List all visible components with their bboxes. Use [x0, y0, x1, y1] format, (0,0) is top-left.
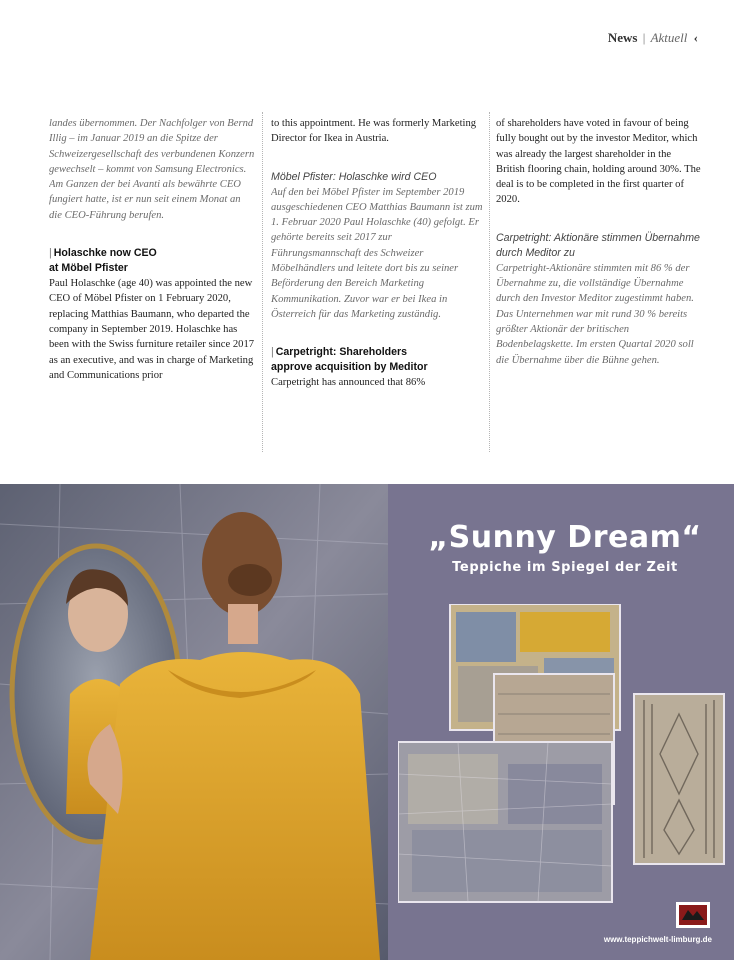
brand-logo: [676, 902, 710, 928]
article-column-3: [496, 116, 702, 454]
article-body: Carpetright has announced that 86%: [271, 377, 426, 389]
german-heading: Möbel Pfister: Holaschke wird CEO: [271, 170, 437, 183]
article-body-continued: to this appointment. He was formerly Marketing Director for Ikea in Austria.: [271, 118, 477, 145]
chevron-left-icon: ‹: [693, 30, 698, 45]
header-separator: |: [642, 30, 646, 45]
column-divider: [489, 112, 490, 452]
article-heading: | Carpetright: Shareholders approve acquisition by Meditor: [271, 346, 428, 374]
mirror-photo: [0, 484, 388, 960]
column-divider: [262, 112, 263, 452]
german-text-continued: landes übernommen. Der Nachfolger von Bernd Illig – im Januar 2019 an die Spitze der Schweizergesellschaft des verbundenen Konzern gewechselt – kommt von Samsung Electronics. Am Ganzen der bei Avanti als bewährte CEO fungiert hatte, ist er nun seit einem Monat an die CEO-Führung berufen.: [49, 118, 255, 221]
heading-line: Carpetright: Shareholders: [275, 346, 408, 359]
article-body: Paul Holaschke (age 40) was appointed the new CEO of Möbel Pfister on 1 February 2020, replacing Matthias Baumann, who departed the company in September 2019. Holaschke has been with the Swiss furniture retailer since 2017 as an executive, and was in charge of Marketing and Communications prior: [49, 278, 255, 381]
heading-line: approve acquisition by Meditor: [271, 361, 428, 374]
ad-subtitle: Teppiche im Spiegel der Zeit: [452, 560, 678, 575]
rug-collage: [398, 604, 728, 914]
article-column-2: [271, 116, 483, 454]
advertisement: [0, 484, 734, 960]
heading-line: Holaschke now CEO: [53, 247, 157, 260]
section-name: News: [607, 30, 638, 45]
german-heading: Carpetright: Aktionäre stimmen Übernahme durch Meditor zu: [496, 231, 700, 259]
ad-url: www.teppichwelt-limburg.de: [603, 935, 712, 944]
article-heading: | Holaschke now CEO at Möbel Pfister: [49, 247, 157, 275]
ad-title: „Sunny Dream“: [428, 520, 702, 555]
article-column-1: [49, 116, 256, 454]
german-body: Carpetright-Aktionäre stimmten mit 86 % der Übernahme zu, die vollständige Übernahme durch den Investor Meditor zugestimmt haben. Das Unternehmen war mit rund 30 % bereits größter Aktionär der britischen Bodenbelagskette. Im ersten Quartal 2020 soll die Übernahme über die Bühne gehen.: [496, 262, 694, 366]
section-header: [608, 30, 698, 46]
subsection-name: Aktuell: [650, 30, 688, 45]
article-body-continued: of shareholders have voted in favour of being fully bought out by the investor Meditor, which was already the largest shareholder in the British flooring chain, holding around 30%. The deal is to be completed in the first quarter of 2020.: [496, 118, 701, 206]
heading-line: at Möbel Pfister: [49, 262, 128, 275]
german-body: Auf den bei Möbel Pfister im September 2019 ausgeschiedenen CEO Matthias Baumann ist zum 1. Februar 2020 Paul Holaschke (40) gefolgt. Er gehörte bereits seit 2017 zur Führungsmannschaft des Schweizer Möbelhändlers und leitete dort bis zu seiner Beförderung den Bereich Marketing Kommunikation. Zuvor war er bei Ikea in Österreich für das Marketing zuständig.: [271, 186, 483, 320]
